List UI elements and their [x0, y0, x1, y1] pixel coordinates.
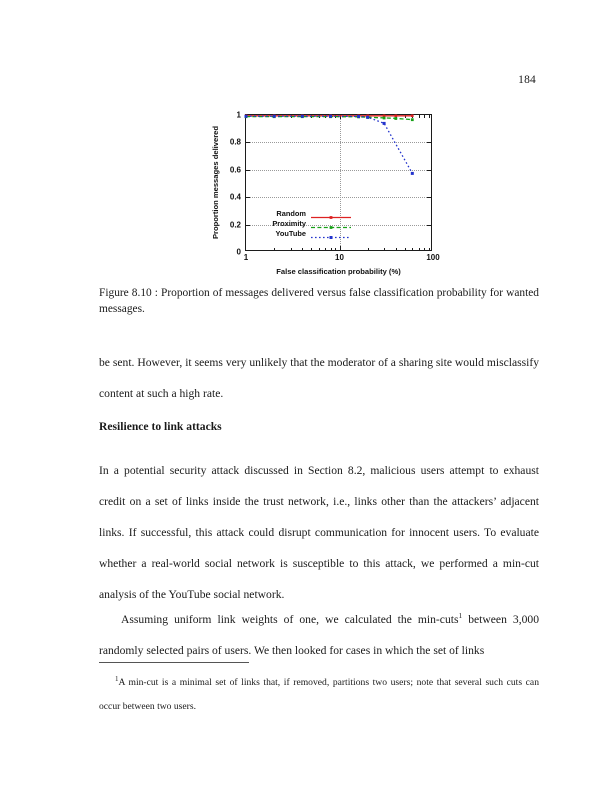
chart-legend: [258, 209, 351, 238]
figure-caption: Figure 8.10 : Proportion of messages delivered versus false classification probability for wanted messages.: [99, 287, 539, 315]
y-tick-label-0.4: 0.4: [229, 192, 241, 202]
footnote-text: A min-cut is a minimal set of links that, if removed, partitions two users; note that several such cuts can occur between two users.: [99, 677, 539, 713]
figure-8-10: [98, 104, 538, 276]
y-axis-title-label: Proportion messages delivered: [211, 125, 221, 240]
body-paragraph-2: In a potential security attack discussed in Section 8.2, malicious users attempt to exhaust credit on a set of links inside the trust network, i.e., links other than the attackers’ adjacent links. If successful, this attack could disrupt communication for innocent users. To evaluate whether a real-world social network is susceptible to this attack, we performed a min-cut analysis of the YouTube social network.: [99, 464, 539, 601]
legend-label-proximity: Proximity: [272, 219, 306, 228]
footnote-marker: 1: [115, 675, 119, 683]
x-tick-label-10: 10: [335, 253, 344, 262]
series-youtube: [245, 115, 414, 175]
legend-item-proximity: [258, 219, 351, 228]
y-tick-label-0.8: 0.8: [229, 137, 241, 147]
paragraph-3-text-before-footnote: Assuming uniform link weights of one, we calculated the min-cuts: [121, 612, 459, 626]
legend-label-youtube: YouTube: [275, 229, 306, 238]
legend-label-random: Random: [276, 209, 306, 218]
y-tick-label-1: 1: [236, 110, 241, 120]
y-axis-title: [210, 114, 222, 251]
body-paragraph-1: be sent. However, it seems very unlikely that the moderator of a sharing site would misclassify content at such a high rate.: [99, 356, 539, 400]
y-tick-label-0.6: 0.6: [229, 165, 241, 175]
legend-swatch-youtube: [311, 229, 351, 238]
chart: [98, 104, 538, 276]
x-axis-title: False classification probability (%): [276, 267, 401, 276]
legend-item-random: [258, 209, 351, 218]
y-tick-label-0: 0: [236, 247, 241, 257]
legend-swatch-proximity: [311, 219, 351, 228]
y-tick-label-0.2: 0.2: [229, 220, 241, 230]
footnote-1: [99, 667, 539, 719]
footnote-separator-rule: [99, 662, 249, 663]
section-subheading: Resilience to link attacks: [99, 420, 222, 433]
page-number: 184: [518, 74, 536, 86]
legend-item-youtube: [258, 229, 351, 238]
x-tick-label-100: 100: [426, 253, 440, 262]
plot-area: [229, 110, 440, 262]
paragraph-3-text-after-footnote: between 3,000 randomly selected pairs of users. We then looked for cases in which the set of links: [99, 612, 539, 657]
x-tick-label-1: 1: [243, 253, 249, 262]
footnote-reference-marker[interactable]: 1: [458, 611, 463, 620]
legend-swatch-random: [311, 209, 351, 218]
body-paragraph-3: [99, 600, 539, 666]
